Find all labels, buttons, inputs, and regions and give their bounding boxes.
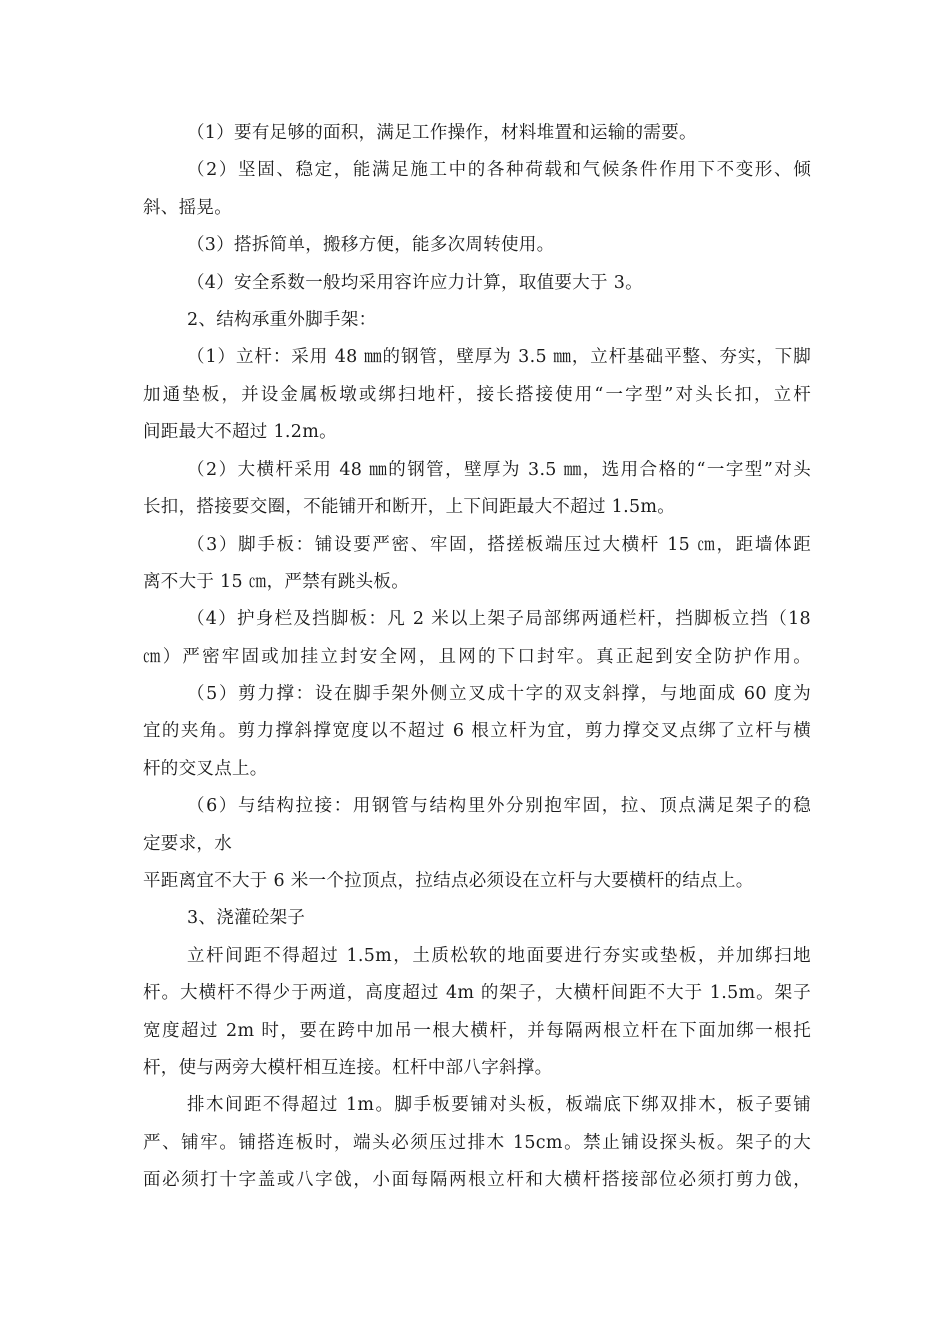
section-heading: 2、结构承重外脚手架： [187,310,377,330]
paragraph-line: 定要求，水 [143,834,232,854]
paragraph-line: 杆。大横杆不得少于两道，高度超过 4m 的架子，大横杆间距不大于 1.5m。架子 [143,983,811,1003]
paragraph-line: （3）搭拆简单，搬移方便，能多次周转使用。 [187,235,555,255]
paragraph-line: 平距离宜不大于 6 米一个拉顶点，拉结点必须设在立杆与大要横杆的结点上。 [143,871,754,891]
paragraph-line: （1）立杆：采用 48 ㎜的钢管，壁厚为 3.5 ㎜，立杆基础平整、夯实，下脚 [187,347,811,367]
paragraph-line: 排木间距不得超过 1m。脚手板要铺对头板，板端底下绑双排木，板子要铺 [187,1095,811,1115]
paragraph-line: 长扣，搭接要交圈，不能铺开和断开，上下间距最大不超过 1.5m。 [143,497,676,517]
paragraph-line: 杆，使与两旁大模杆相互连接。杠杆中部八字斜撑。 [143,1058,553,1078]
paragraph-line: 立杆间距不得超过 1.5m，土质松软的地面要进行夯实或垫板，并加绑扫地 [187,946,811,966]
paragraph-line: 宽度超过 2m 时，要在跨中加吊一根大横杆，并每隔两根立杆在下面加绑一根托 [143,1021,811,1041]
paragraph-line: （6）与结构拉接：用钢管与结构里外分别抱牢固，拉、顶点满足架子的稳 [187,796,811,816]
paragraph-line: 宜的夹角。剪力撑斜撑宽度以不超过 6 根立杆为宜，剪力撑交叉点绑了立杆与横 [143,721,811,741]
paragraph-line: （3）脚手板：铺设要严密、牢固，搭搓板端压过大横杆 15 ㎝，距墙体距 [187,535,811,555]
paragraph-line: 斜、摇晃。 [143,198,232,218]
paragraph-line: 离不大于 15 ㎝，严禁有跳头板。 [143,572,409,592]
paragraph-line: （2）坚固、稳定，能满足施工中的各种荷载和气候条件作用下不变形、倾 [187,160,811,180]
paragraph-line: 杆的交叉点上。 [143,759,268,779]
paragraph-line: （4）安全系数一般均采用容许应力计算，取值要大于 3。 [187,273,643,293]
section-heading: 3、浇灌砼架子 [187,908,306,928]
paragraph-line: （4）护身栏及挡脚板：凡 2 米以上架子局部绑两通栏杆，挡脚板立挡（18 [187,609,811,629]
paragraph-line: ㎝）严密牢固或加挂立封安全网，且网的下口封牢。真正起到安全防护作用。 [143,647,811,667]
paragraph-line: 间距最大不超过 1.2m。 [143,422,337,442]
paragraph-line: 加通垫板，并设金属板墩或绑扫地杆，接长搭接使用“一字型”对头长扣，立杆 [143,385,811,405]
paragraph-line: 面必须打十字盖或八字戗，小面每隔两根立杆和大横杆搭接部位必须打剪力戗， [143,1170,811,1190]
paragraph-line: （2）大横杆采用 48 ㎜的钢管，壁厚为 3.5 ㎜，选用合格的“一字型”对头 [187,460,811,480]
paragraph-line: （1）要有足够的面积，满足工作操作，材料堆置和运输的需要。 [187,123,697,143]
paragraph-line: （5）剪力撑：设在脚手架外侧立叉成十字的双支斜撑，与地面成 60 度为 [187,684,811,704]
paragraph-line: 严、铺牢。铺搭连板时，端头必须压过排木 15cm。禁止铺设探头板。架子的大 [143,1133,811,1153]
